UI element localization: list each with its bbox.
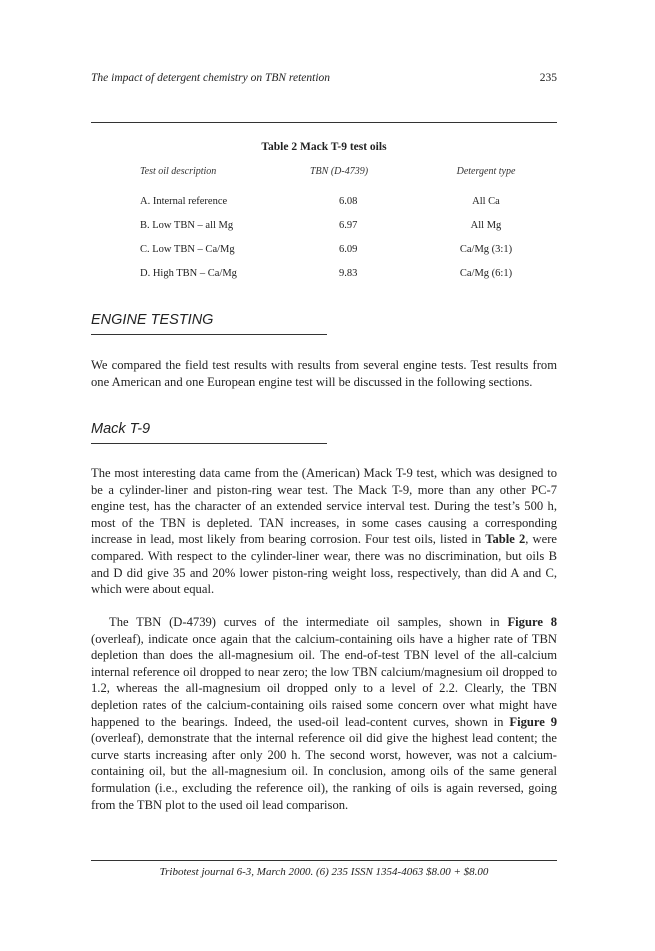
paragraph-text: The TBN (D-4739) curves of the intermediate oil samples, shown in xyxy=(109,615,508,629)
table-cell: C. Low TBN – Ca/Mg xyxy=(140,243,235,255)
table-cell: Ca/Mg (6:1) xyxy=(459,267,513,279)
mack-t9-paragraph-1 xyxy=(91,465,557,598)
figure-reference: Figure 9 xyxy=(509,714,558,729)
engine-testing-paragraph: We compared the field test results with results from several engine tests. Test results from one American and one European engine test will be discussed in the following sections. xyxy=(91,358,557,389)
mack-t9-paragraph-2 xyxy=(91,614,557,813)
paragraph-text: The most interesting data came from the (American) Mack T-9 test, which was designed to be a cylinder-liner and piston-ring wear test. The Mack T-9, more than any other PC-7 engine test, has the character of an extended service interval test. During the test’s 500 h, most of the TBN is depleted. TAN increases, in some cases causing a corresponding increase in lead, most likely from bearing corrosion. Four test oils, listed in xyxy=(91,466,557,547)
column-header: Detergent type xyxy=(456,166,516,177)
test-oils-table xyxy=(140,166,556,285)
paragraph-text: (overleaf), demonstrate that the internal reference oil did give the highest lead content; the curve starts increasing after only 200 h. The second worst, however, was not a calcium-containing oil, but the all-magnesium oil. In conclusion, among oils of the same general formulation (i.e., excluding the reference oil), the ranking of oils is again reversed, going from the TBN plot to the used oil lead comparison. xyxy=(91,731,557,812)
table-row xyxy=(140,213,556,237)
paragraph-text: , were compared. With respect to the cylinder-liner wear, there was no discrimination, but oils B and D did give 35 and 20% lower piston-ring weight loss, respectively, than did A and C, which were about equal. xyxy=(91,532,557,597)
column-header: TBN (D-4739) xyxy=(310,166,369,177)
table-reference: Table 2 xyxy=(485,532,526,547)
table-header-row xyxy=(140,166,556,189)
running-title: The impact of detergent chemistry on TBN retention xyxy=(91,72,331,84)
table-cell: All Mg xyxy=(470,219,502,231)
figure-reference: Figure 8 xyxy=(507,615,557,629)
table-title: Table 2 Mack T-9 test oils xyxy=(261,141,387,153)
journal-citation: Tribotest journal 6-3, March 2000. (6) 235 ISSN 1354-4063 $8.00 + $8.00 xyxy=(159,866,489,878)
header-rule xyxy=(91,122,557,123)
running-header xyxy=(91,72,557,84)
table-cell: 6.97 xyxy=(339,219,358,231)
table-cell: 9.83 xyxy=(339,267,358,279)
table-cell: D. High TBN – Ca/Mg xyxy=(140,267,237,279)
table-cell: A. Internal reference xyxy=(140,195,228,207)
page-number: 235 xyxy=(539,72,557,84)
section-rule xyxy=(91,443,327,444)
paragraph-text: (overleaf), indicate once again that the calcium-containing oils have a higher rate of TBN depletion than does the all-magnesium oil. The end-of-test TBN level of the all-calcium internal reference oil dropped to near zero; the low TBN calcium/magnesium oil dropped to 1.2, whereas the all-magnesium oil dropped only to a level of 2.2. Clearly, the TBN depletion rates of the calcium-containing oils raised some concern over what might have happened to the bearings. Indeed, the used-oil lead-content curves, shown in xyxy=(91,631,557,729)
section-heading-mack-t9: Mack T-9 xyxy=(91,421,151,437)
column-header: Test oil description xyxy=(140,166,217,177)
table-cell: 6.09 xyxy=(339,243,358,255)
table-row xyxy=(140,189,556,213)
table-cell: All Ca xyxy=(472,195,500,207)
table-cell: Ca/Mg (3:1) xyxy=(459,243,513,255)
section-rule xyxy=(91,334,327,335)
table-cell: B. Low TBN – all Mg xyxy=(140,219,234,231)
table-row xyxy=(140,261,556,285)
table-row xyxy=(140,237,556,261)
footer-rule xyxy=(91,860,557,861)
section-heading-engine-testing: ENGINE TESTING xyxy=(91,312,214,328)
table-cell: 6.08 xyxy=(339,195,358,207)
